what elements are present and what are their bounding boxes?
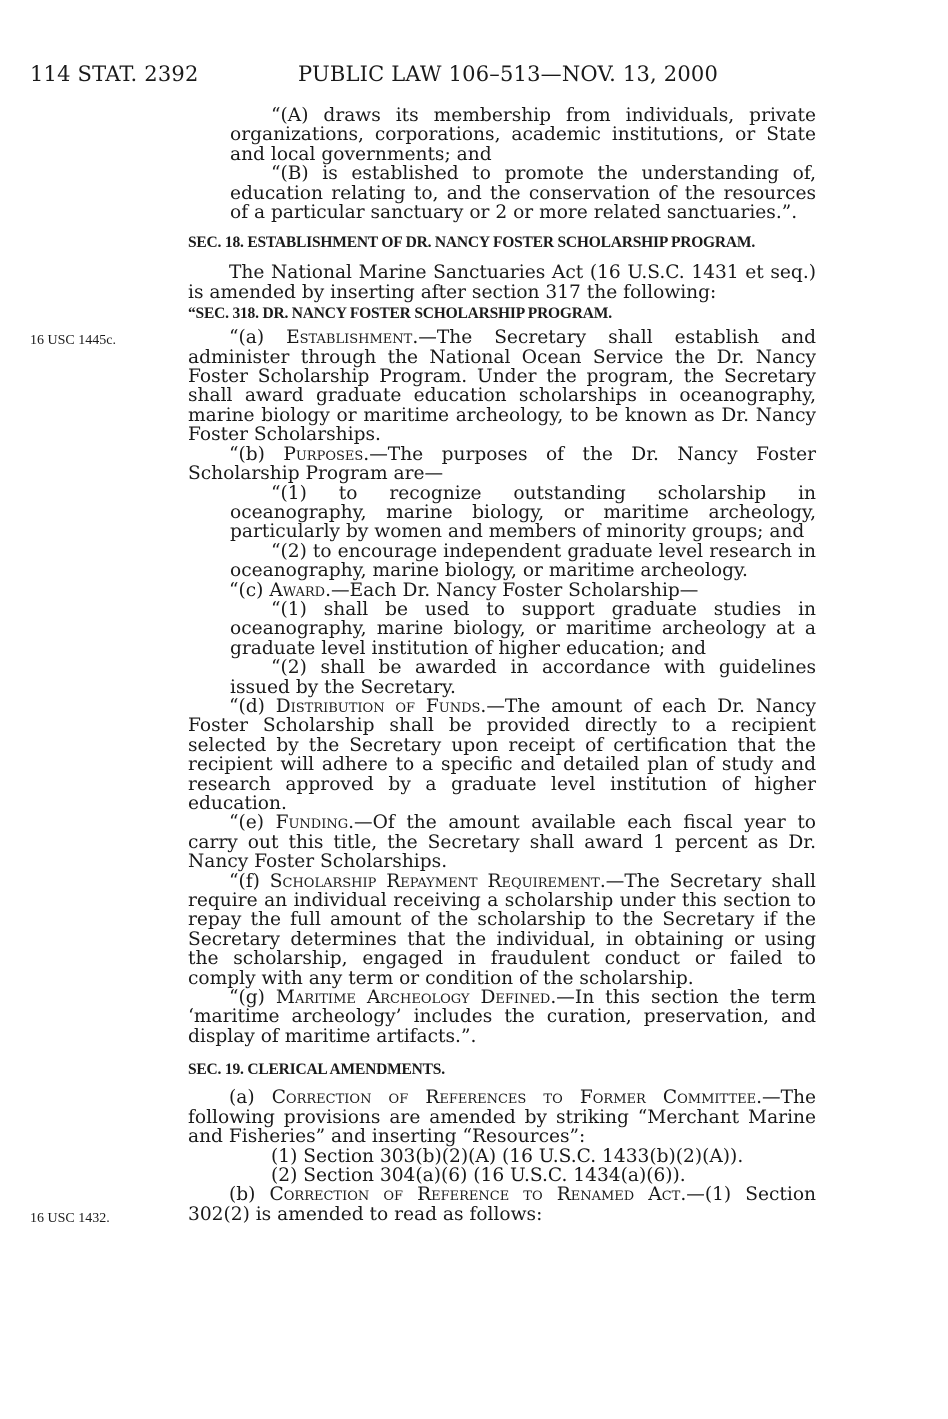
section-18-intro: The National Marine Sanctuaries Act (16 U.S.C. 1431 et seq.) is amended by inserting after section 317 the following: — [188, 262, 816, 303]
document-body — [188, 106, 816, 1224]
section-19-b: (b) Correction of Reference to Renamed Act.—(1) Section 302(2) is amended to read as follows: — [188, 1184, 817, 1225]
section-318-heading: “SEC. 318. DR. NANCY FOSTER SCHOLARSHIP PROGRAM. — [188, 305, 612, 323]
margin-note-usc-1445c: 16 USC 1445c. — [30, 333, 116, 348]
section-19-a-title: Correction of References to Former Committee — [271, 1087, 757, 1109]
public-law-title: PUBLIC LAW 106–513—NOV. 13, 2000 — [298, 62, 719, 86]
section-19-a-2: (2) Section 304(a)(6) (16 U.S.C. 1434(a)(6)). — [271, 1164, 686, 1186]
subsection-c-award: “(c) Award.—Each Dr. Nancy Foster Scholarship— — [229, 579, 699, 601]
subsection-b-purposes: “(b) Purposes.—The purposes of the Dr. Nancy Foster Scholarship Program are— — [188, 443, 816, 485]
subsection-e-title: Funding — [275, 812, 349, 834]
subsection-b-title: Purposes — [283, 443, 364, 465]
award-1: “(1) shall be used to support graduate studies in oceanography, marine biology, or maritime archeology at a graduate level institution of higher education; and — [230, 598, 816, 659]
subsection-e-funding: “(e) Funding.—Of the amount available each fiscal year to carry out this title, the Secretary shall award 1 percent as Dr. Nancy Foster Scholarships. — [188, 812, 816, 873]
subsection-f-title: Scholarship Repayment Requirement — [269, 870, 600, 892]
award-2: “(2) shall be awarded in accordance with guidelines issued by the Secretary. — [230, 657, 816, 698]
subsection-d-title: Distribution of Funds — [275, 695, 481, 717]
section-19-heading: SEC. 19. CLERICAL AMENDMENTS. — [188, 1061, 445, 1079]
paragraph-b: “(B) is established to promote the understanding of, education relating to, and the conservation of the resources of a particular sanctuary or 2 or more related sanctuaries.”. — [230, 163, 816, 224]
purpose-2: “(2) to encourage independent graduate level research in oceanography, marine biology, or maritime archeology. — [230, 540, 816, 582]
subsection-g-title: Maritime Archeology Defined — [275, 987, 551, 1009]
section-19-b-title: Correction of Reference to Renamed Act — [269, 1184, 681, 1206]
paragraph-a: “(A) draws its membership from individuals, private organizations, corporations, academic institutions, or State and local governments; and — [230, 105, 816, 165]
subsection-a-establishment: “(a) Establishment.—The Secretary shall establish and administer through the National Ocean Service the Dr. Nancy Foster Scholarship Program. Under the program, the Secretary shall award graduate education scholarships in oceanography, marine biology or maritime archeology, to be known as Dr. Nancy Foster Scholarships. — [188, 327, 816, 446]
subsection-f-repayment: “(f) Scholarship Repayment Requirement.—The Secretary shall require an individual receiving a scholarship under this section to repay the full amount of the scholarship to the Secretary if the Secretary determines that the individual, in obtaining or using the scholarship, engaged in fraudulent conduct or failed to comply with any term or condition of the scholarship. — [188, 870, 816, 989]
subsection-a-title: Establishment — [286, 327, 413, 349]
section-18-heading: SEC. 18. ESTABLISHMENT OF DR. NANCY FOSTER SCHOLARSHIP PROGRAM. — [188, 234, 756, 252]
section-19-a: (a) Correction of References to Former Committee.—The following provisions are amended by striking “Merchant Marine and Fisheries” and inserting “Resources”: — [188, 1087, 816, 1148]
subsection-g-definition: “(g) Maritime Archeology Defined.—In this section the term ‘maritime archeology’ includes the curation, preservation, and display of maritime artifacts.”. — [188, 987, 817, 1047]
subsection-d-distribution: “(d) Distribution of Funds.—The amount of each Dr. Nancy Foster Scholarship shall be provided directly to a recipient selected by the Secretary upon receipt of certification that the recipient will adhere to a specific and detailed plan of study and research approved by a graduate level institution of higher education. — [188, 695, 816, 814]
margin-note-usc-1432: 16 USC 1432. — [30, 1211, 110, 1226]
purpose-1: “(1) to recognize outstanding scholarship in oceanography, marine biology, or maritime archeology, particularly by women and members of minority groups; and — [230, 482, 816, 543]
section-19-a-1: (1) Section 303(b)(2)(A) (16 U.S.C. 1433(b)(2)(A)). — [271, 1145, 744, 1167]
statute-citation: 114 STAT. 2392 — [30, 62, 199, 86]
subsection-c-title: Award — [269, 579, 326, 601]
